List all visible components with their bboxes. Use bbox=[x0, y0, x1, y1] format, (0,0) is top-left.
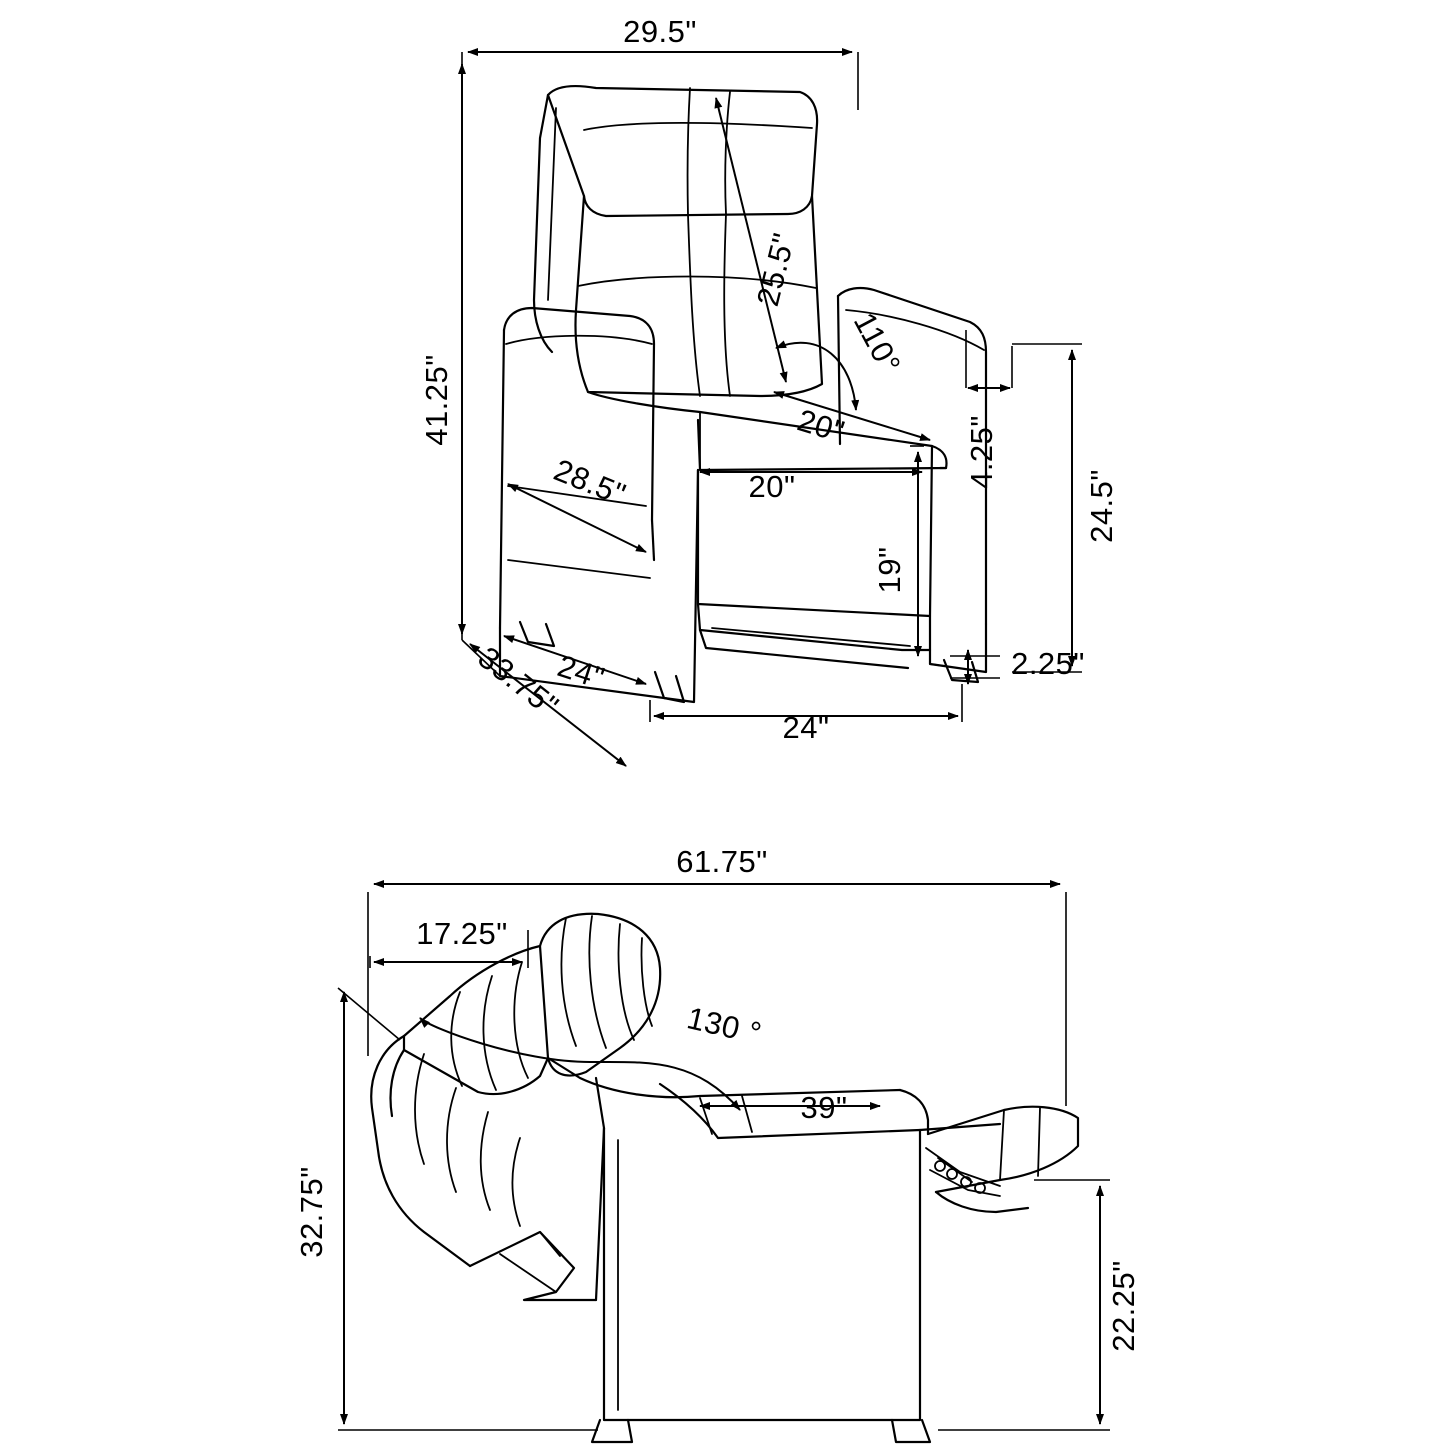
dimension-overall-height bbox=[419, 64, 462, 634]
dimension-seat-depth-upper bbox=[774, 392, 930, 450]
dimension-label-reclined-height: 32.75" bbox=[294, 1166, 329, 1258]
dimension-label-arm-width: 4.25" bbox=[964, 415, 999, 489]
dimension-label-reclined-length: 61.75" bbox=[676, 844, 768, 879]
dimension-seat-depth-lower bbox=[700, 469, 922, 504]
dimension-arm-height bbox=[1012, 344, 1119, 672]
dimension-label-headrest-width: 17.25" bbox=[416, 916, 508, 951]
dimension-label-arm-height: 24.5" bbox=[1084, 469, 1119, 543]
dimension-label-seat-depth-lower: 20" bbox=[748, 469, 796, 504]
dimension-label-backrest-angle: 110° bbox=[846, 306, 908, 380]
dimension-label-overall-depth: 33.75" bbox=[471, 639, 566, 724]
dimension-label-recline-angle: 130 ° bbox=[683, 1000, 765, 1052]
dimension-backrest-height bbox=[716, 98, 802, 382]
dimension-label-overall-width: 29.5" bbox=[623, 14, 697, 49]
dimension-label-seat-depth-upper: 20" bbox=[793, 402, 849, 450]
dimension-backrest-angle bbox=[776, 307, 908, 410]
dimension-label-base-depth: 24" bbox=[553, 648, 610, 696]
reclined-recliner-illustration bbox=[371, 914, 1078, 1442]
dimension-arm-width bbox=[964, 330, 1012, 489]
dimension-label-side-depth: 28.5" bbox=[549, 452, 631, 513]
dimension-seat-height bbox=[872, 446, 924, 656]
dimension-label-seat-height: 19" bbox=[872, 546, 907, 594]
upright-recliner-illustration bbox=[500, 86, 986, 702]
dimension-label-seat-width: 24" bbox=[782, 710, 830, 745]
dimension-label-overall-height: 41.25" bbox=[419, 354, 454, 446]
dimension-reclined-length bbox=[368, 844, 1066, 1106]
dimension-label-seat-to-footrest: 39" bbox=[800, 1090, 848, 1125]
dimension-label-footrest-height: 22.25" bbox=[1106, 1260, 1141, 1352]
dimension-seat-width bbox=[650, 684, 962, 745]
dimension-overall-depth bbox=[462, 640, 626, 766]
dimension-recline-angle bbox=[420, 1000, 765, 1110]
dimension-label-backrest-height: 25.5" bbox=[749, 229, 802, 310]
dimension-overall-width bbox=[462, 14, 858, 640]
dimension-clearance bbox=[950, 646, 1085, 684]
dimension-label-clearance: 2.25" bbox=[1011, 646, 1085, 681]
dimension-reclined-height bbox=[294, 988, 598, 1430]
dimension-footrest-height bbox=[938, 1180, 1141, 1430]
